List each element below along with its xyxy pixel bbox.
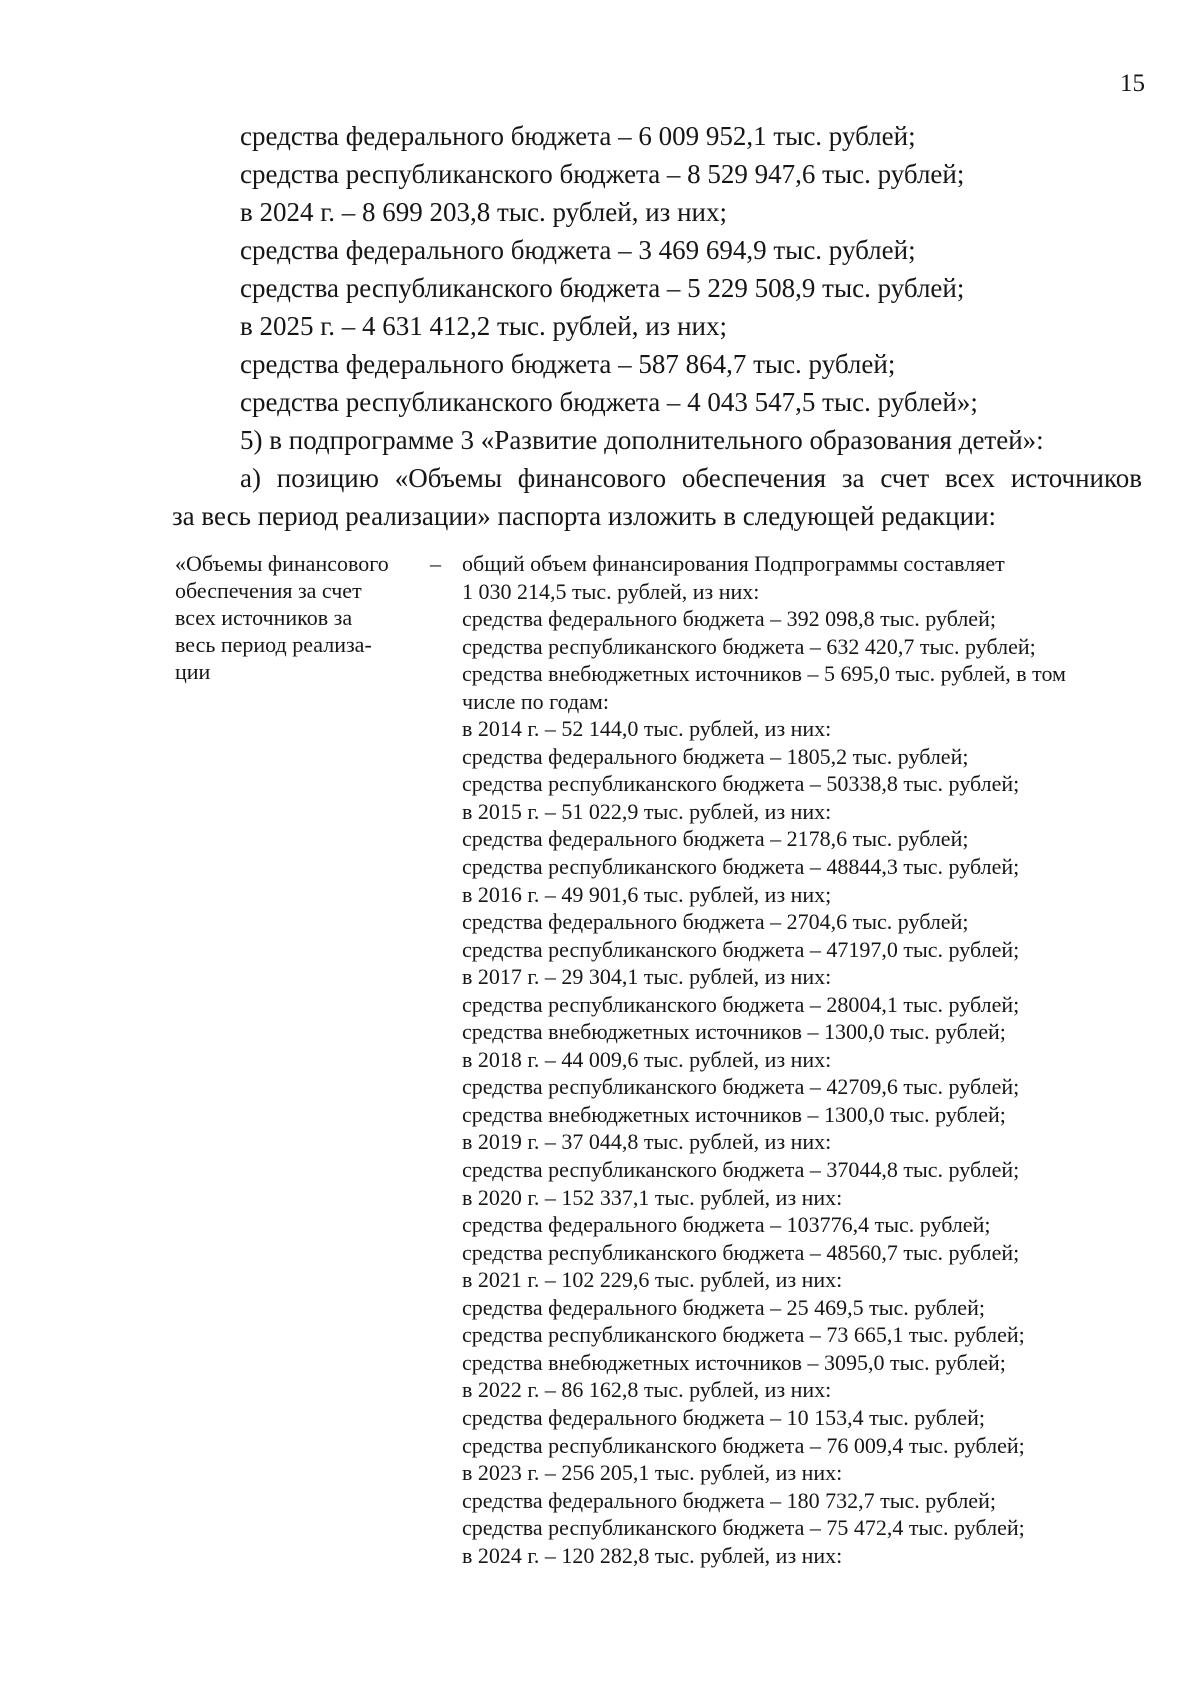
value-line: средства республиканского бюджета – 48560,7 тыс. рублей; <box>462 1239 1020 1265</box>
value-line: средства республиканского бюджета – 42709,6 тыс. рублей; <box>462 1074 1020 1100</box>
label-line: ции <box>175 659 211 684</box>
value-line: в 2017 г. – 29 304,1 тыс. рублей, из них: <box>462 964 832 990</box>
value-line: числе по годам: <box>462 688 609 714</box>
text-line: средства федерального бюджета – 587 864,7 тыс. рублей; <box>240 349 896 379</box>
page-number: 15 <box>1120 70 1145 97</box>
value-line: в 2015 г. – 51 022,9 тыс. рублей, из них: <box>462 798 832 824</box>
value-line: средства федерального бюджета – 25 469,5 тыс. рублей; <box>462 1294 985 1320</box>
passport-table <box>0 550 1200 1660</box>
value-line: средства республиканского бюджета – 75 472,4 тыс. рублей; <box>462 1515 1025 1541</box>
value-line: средства республиканского бюджета – 48844,3 тыс. рублей; <box>462 854 1020 880</box>
value-line: средства федерального бюджета – 1805,2 тыс. рублей; <box>462 743 969 769</box>
paragraph-first-line: а) позицию «Объемы финансового обеспечения за счет всех источников <box>240 463 1142 493</box>
budget-text-block <box>0 117 1200 535</box>
value-line: в 2014 г. – 52 144,0 тыс. рублей, из них: <box>462 716 832 742</box>
value-line: 1 030 214,5 тыс. рублей, из них: <box>462 578 760 604</box>
value-line: средства республиканского бюджета – 37044,8 тыс. рублей; <box>462 1157 1020 1183</box>
label-line: всех источников за <box>175 605 353 630</box>
label-line: обеспечения за счет <box>175 578 362 603</box>
value-line: в 2020 г. – 152 337,1 тыс. рублей, из них: <box>462 1184 843 1210</box>
value-line: средства федерального бюджета – 2704,6 тыс. рублей; <box>462 909 969 935</box>
value-line: средства федерального бюджета – 103776,4 тыс. рублей; <box>462 1212 991 1238</box>
value-line: средства внебюджетных источников – 5 695,0 тыс. рублей, в том <box>462 661 1066 687</box>
value-line: средства республиканского бюджета – 73 665,1 тыс. рублей; <box>462 1322 1025 1348</box>
passport-values <box>462 550 1142 1569</box>
value-line: средства внебюджетных источников – 1300,0 тыс. рублей; <box>462 1019 1006 1045</box>
value-line: в 2019 г. – 37 044,8 тыс. рублей, из них: <box>462 1129 832 1155</box>
value-line: средства республиканского бюджета – 50338,8 тыс. рублей; <box>462 771 1020 797</box>
value-line: средства внебюджетных источников – 1300,0 тыс. рублей; <box>462 1101 1006 1127</box>
value-line: средства республиканского бюджета – 28004,1 тыс. рублей; <box>462 991 1020 1017</box>
passport-label <box>175 550 415 685</box>
text-line: средства республиканского бюджета – 5 229 508,9 тыс. рублей; <box>240 273 965 303</box>
label-line: весь период реализа- <box>175 632 372 657</box>
text-line: средства федерального бюджета – 3 469 694,9 тыс. рублей; <box>240 235 916 265</box>
value-line: в 2018 г. – 44 009,6 тыс. рублей, из них: <box>462 1046 832 1072</box>
value-line: в 2023 г. – 256 205,1 тыс. рублей, из них: <box>462 1460 843 1486</box>
value-line: в 2022 г. – 86 162,8 тыс. рублей, из них: <box>462 1377 832 1403</box>
value-line: средства республиканского бюджета – 632 420,7 тыс. рублей; <box>462 633 1036 659</box>
passport-dash: – <box>430 551 441 576</box>
text-line: в 2024 г. – 8 699 203,8 тыс. рублей, из них; <box>240 197 727 227</box>
value-line: общий объем финансирования Подпрограммы составляет <box>462 551 1005 576</box>
text-line: в 2025 г. – 4 631 412,2 тыс. рублей, из них; <box>240 311 727 341</box>
text-line: средства республиканского бюджета – 4 043 547,5 тыс. рублей»; <box>240 387 978 417</box>
text-line: средства федерального бюджета – 6 009 952,1 тыс. рублей; <box>240 121 916 151</box>
label-line: «Объемы финансового <box>175 551 389 576</box>
value-line: средства федерального бюджета – 180 732,7 тыс. рублей; <box>462 1487 996 1513</box>
value-line: средства внебюджетных источников – 3095,0 тыс. рублей; <box>462 1349 1006 1375</box>
value-line: в 2021 г. – 102 229,6 тыс. рублей, из них: <box>462 1267 843 1293</box>
value-line: в 2016 г. – 49 901,6 тыс. рублей, из них; <box>462 881 832 907</box>
value-line: в 2024 г. – 120 282,8 тыс. рублей, из них: <box>462 1542 843 1568</box>
paragraph-second-line: за весь период реализации» паспорта изложить в следующей редакции: <box>172 501 997 531</box>
subprogram-heading: 5) в подпрограмме 3 «Развитие дополнительного образования детей»: <box>240 425 1044 455</box>
value-line: средства республиканского бюджета – 47197,0 тыс. рублей; <box>462 936 1020 962</box>
value-line: средства федерального бюджета – 392 098,8 тыс. рублей; <box>462 606 996 632</box>
text-line: средства республиканского бюджета – 8 529 947,6 тыс. рублей; <box>240 159 965 189</box>
value-line: средства федерального бюджета – 10 153,4 тыс. рублей; <box>462 1404 985 1430</box>
value-line: средства федерального бюджета – 2178,6 тыс. рублей; <box>462 826 969 852</box>
value-line: средства республиканского бюджета – 76 009,4 тыс. рублей; <box>462 1432 1025 1458</box>
